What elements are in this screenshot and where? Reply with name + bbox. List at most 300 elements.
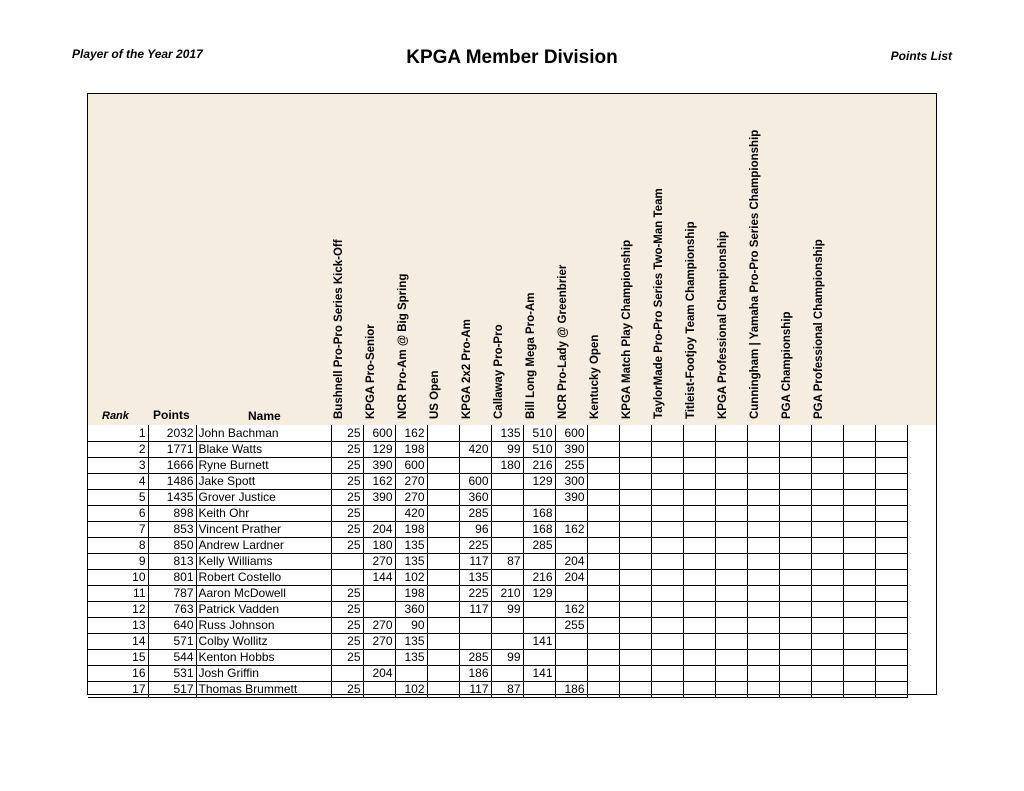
table-row: [88, 425, 907, 441]
event-score-cell: [779, 489, 811, 505]
table-row: [88, 585, 907, 601]
event-score-cell: [779, 633, 811, 649]
event-score-cell: [587, 537, 619, 553]
event-score-cell: [491, 617, 523, 633]
rank-cell: 5: [88, 489, 148, 505]
table-row: [88, 681, 907, 697]
points-cell: 1435: [148, 489, 196, 505]
event-score-cell: [459, 457, 491, 473]
event-score-cell: [875, 665, 907, 681]
rank-cell: 12: [88, 601, 148, 617]
event-score-cell: [651, 553, 683, 569]
event-score-cell: [843, 553, 875, 569]
player-name-cell: Josh Griffin: [196, 665, 331, 681]
event-score-cell: 186: [555, 681, 587, 697]
event-score-cell: [651, 505, 683, 521]
event-score-cell: [779, 617, 811, 633]
event-score-cell: 186: [459, 665, 491, 681]
player-name-cell: Colby Wollitz: [196, 633, 331, 649]
event-score-cell: 141: [523, 665, 555, 681]
event-score-cell: [491, 489, 523, 505]
event-score-cell: [779, 569, 811, 585]
event-score-cell: [843, 537, 875, 553]
event-header-label: KPGA 2x2 Pro-Am: [461, 319, 473, 419]
event-score-cell: [779, 457, 811, 473]
rank-cell: 9: [88, 553, 148, 569]
player-name-cell: Keith Ohr: [196, 505, 331, 521]
event-score-cell: 135: [395, 633, 427, 649]
event-score-cell: 390: [555, 441, 587, 457]
event-score-cell: [715, 425, 747, 441]
event-score-cell: 99: [491, 649, 523, 665]
event-score-cell: [523, 617, 555, 633]
event-score-cell: 168: [523, 505, 555, 521]
table-row: [88, 505, 907, 521]
page-title: KPGA Member Division: [406, 47, 618, 68]
rank-cell: 6: [88, 505, 148, 521]
event-score-cell: [683, 681, 715, 697]
event-score-cell: [811, 441, 843, 457]
event-header-label: KPGA Match Play Championship: [621, 239, 633, 419]
event-header-label: KPGA Professional Championship: [717, 230, 729, 419]
event-score-cell: 198: [395, 521, 427, 537]
event-score-cell: 99: [491, 441, 523, 457]
event-score-cell: [619, 617, 651, 633]
event-score-cell: 25: [331, 425, 363, 441]
event-score-cell: 162: [395, 425, 427, 441]
table-row: [88, 441, 907, 457]
event-score-cell: [651, 585, 683, 601]
event-score-cell: 129: [363, 441, 395, 457]
player-name-cell: Aaron McDowell: [196, 585, 331, 601]
event-score-cell: [811, 569, 843, 585]
event-score-cell: [427, 457, 459, 473]
event-score-cell: 90: [395, 617, 427, 633]
points-cell: 763: [148, 601, 196, 617]
event-header: [813, 239, 840, 419]
event-score-cell: 25: [331, 457, 363, 473]
rank-header: Rank: [102, 410, 129, 422]
table-row: [88, 537, 907, 553]
event-score-cell: [619, 425, 651, 441]
event-score-cell: [651, 425, 683, 441]
event-score-cell: [363, 585, 395, 601]
event-score-cell: [747, 505, 779, 521]
points-cell: 544: [148, 649, 196, 665]
event-header: [685, 221, 712, 419]
event-score-cell: [715, 649, 747, 665]
event-score-cell: [363, 681, 395, 697]
event-header-label: Kentucky Open: [589, 334, 601, 419]
event-score-cell: [779, 649, 811, 665]
event-score-cell: [843, 649, 875, 665]
event-score-cell: [427, 473, 459, 489]
event-score-cell: [683, 473, 715, 489]
event-score-cell: [587, 649, 619, 665]
event-score-cell: 204: [555, 553, 587, 569]
event-score-cell: [843, 457, 875, 473]
event-score-cell: 600: [555, 425, 587, 441]
event-score-cell: [747, 473, 779, 489]
event-score-cell: [747, 489, 779, 505]
event-score-cell: 162: [555, 521, 587, 537]
points-cell: 787: [148, 585, 196, 601]
event-score-cell: 102: [395, 681, 427, 697]
event-score-cell: [811, 537, 843, 553]
event-score-cell: [459, 425, 491, 441]
rank-cell: 7: [88, 521, 148, 537]
event-score-cell: [715, 601, 747, 617]
event-score-cell: [843, 489, 875, 505]
event-score-cell: [491, 633, 523, 649]
event-score-cell: [523, 553, 555, 569]
event-score-cell: [587, 505, 619, 521]
event-header: [749, 129, 776, 419]
player-name-cell: Andrew Lardner: [196, 537, 331, 553]
event-score-cell: 420: [395, 505, 427, 521]
player-name-cell: Russ Johnson: [196, 617, 331, 633]
event-score-cell: [619, 505, 651, 521]
event-score-cell: [427, 505, 459, 521]
event-header-label: Bushnell Pro-Pro Series Kick-Off: [333, 239, 345, 419]
event-score-cell: [331, 569, 363, 585]
event-score-cell: [843, 521, 875, 537]
event-score-cell: [427, 649, 459, 665]
event-score-cell: [427, 553, 459, 569]
table-row: [88, 473, 907, 489]
event-header: [333, 239, 360, 419]
event-header: [557, 264, 584, 419]
event-score-cell: 510: [523, 425, 555, 441]
event-score-cell: 135: [395, 537, 427, 553]
event-score-cell: [427, 633, 459, 649]
table-row: [88, 553, 907, 569]
event-score-cell: [427, 681, 459, 697]
event-score-cell: 117: [459, 553, 491, 569]
event-score-cell: [619, 537, 651, 553]
event-score-cell: [427, 585, 459, 601]
event-score-cell: 285: [459, 649, 491, 665]
player-name-cell: Thomas Brummett: [196, 681, 331, 697]
event-score-cell: [875, 569, 907, 585]
event-score-cell: [715, 569, 747, 585]
event-score-cell: 25: [331, 585, 363, 601]
event-score-cell: 102: [395, 569, 427, 585]
event-score-cell: [747, 553, 779, 569]
event-header-label: NCR Pro-Lady @ Greenbrier: [557, 264, 569, 419]
event-score-cell: [715, 489, 747, 505]
event-score-cell: [619, 585, 651, 601]
event-score-cell: [747, 569, 779, 585]
event-header-label: US Open: [429, 370, 441, 419]
event-score-cell: [555, 649, 587, 665]
list-type-label: Points List: [890, 49, 952, 63]
event-score-cell: [683, 617, 715, 633]
event-score-cell: 87: [491, 681, 523, 697]
event-score-cell: [875, 553, 907, 569]
event-score-cell: 162: [555, 601, 587, 617]
event-score-cell: [331, 665, 363, 681]
table-row: [88, 617, 907, 633]
event-score-cell: [875, 457, 907, 473]
event-score-cell: [683, 537, 715, 553]
event-score-cell: [779, 601, 811, 617]
event-score-cell: 135: [459, 569, 491, 585]
rank-cell: 15: [88, 649, 148, 665]
event-score-cell: 25: [331, 489, 363, 505]
event-score-cell: 96: [459, 521, 491, 537]
event-score-cell: 204: [555, 569, 587, 585]
event-score-cell: 25: [331, 601, 363, 617]
event-score-cell: [747, 425, 779, 441]
event-score-cell: 360: [459, 489, 491, 505]
event-score-cell: 135: [395, 553, 427, 569]
event-score-cell: [363, 601, 395, 617]
event-score-cell: 390: [555, 489, 587, 505]
event-score-cell: 600: [395, 457, 427, 473]
event-score-cell: 25: [331, 473, 363, 489]
event-score-cell: [523, 681, 555, 697]
event-score-cell: [651, 441, 683, 457]
event-score-cell: [843, 617, 875, 633]
event-score-cell: [683, 665, 715, 681]
event-score-cell: [523, 601, 555, 617]
table-row: [88, 457, 907, 473]
event-score-cell: 390: [363, 457, 395, 473]
event-score-cell: [427, 441, 459, 457]
event-score-cell: [427, 665, 459, 681]
rank-cell: 16: [88, 665, 148, 681]
event-score-cell: [747, 585, 779, 601]
event-score-cell: [747, 617, 779, 633]
event-score-cell: 270: [395, 489, 427, 505]
player-name-cell: Patrick Vadden: [196, 601, 331, 617]
event-score-cell: [587, 569, 619, 585]
event-score-cell: [651, 473, 683, 489]
player-name-cell: Grover Justice: [196, 489, 331, 505]
season-label: Player of the Year 2017: [72, 47, 203, 61]
event-score-cell: [427, 521, 459, 537]
points-cell: 517: [148, 681, 196, 697]
event-score-cell: 270: [363, 633, 395, 649]
event-score-cell: [555, 505, 587, 521]
event-score-cell: 225: [459, 585, 491, 601]
rank-cell: 4: [88, 473, 148, 489]
event-score-cell: [811, 521, 843, 537]
event-score-cell: [747, 537, 779, 553]
points-cell: 801: [148, 569, 196, 585]
event-score-cell: [715, 505, 747, 521]
event-score-cell: [555, 633, 587, 649]
event-score-cell: [811, 649, 843, 665]
event-score-cell: 216: [523, 457, 555, 473]
event-header-label: Cunningham | Yamaha Pro-Pro Series Championship: [749, 129, 761, 419]
event-score-cell: [811, 665, 843, 681]
event-score-cell: [651, 489, 683, 505]
event-score-cell: [811, 585, 843, 601]
event-score-cell: [555, 585, 587, 601]
event-score-cell: [683, 649, 715, 665]
event-score-cell: [843, 601, 875, 617]
event-score-cell: [811, 633, 843, 649]
event-score-cell: [779, 585, 811, 601]
player-name-cell: Jake Spott: [196, 473, 331, 489]
event-score-cell: [683, 505, 715, 521]
player-name-cell: Kelly Williams: [196, 553, 331, 569]
event-score-cell: [747, 649, 779, 665]
rank-cell: 1: [88, 425, 148, 441]
event-score-cell: [587, 489, 619, 505]
event-score-cell: [491, 569, 523, 585]
event-score-cell: 25: [331, 633, 363, 649]
event-score-cell: [811, 425, 843, 441]
event-score-cell: [683, 457, 715, 473]
event-score-cell: [843, 633, 875, 649]
event-score-cell: [683, 569, 715, 585]
event-score-cell: [779, 553, 811, 569]
event-score-cell: [683, 425, 715, 441]
event-score-cell: 180: [363, 537, 395, 553]
event-score-cell: 25: [331, 521, 363, 537]
event-header: [429, 370, 456, 419]
event-score-cell: [651, 617, 683, 633]
event-score-cell: [843, 569, 875, 585]
event-score-cell: [843, 665, 875, 681]
event-score-cell: [427, 537, 459, 553]
event-score-cell: [395, 665, 427, 681]
event-score-cell: [427, 425, 459, 441]
event-score-cell: [491, 473, 523, 489]
event-score-cell: [587, 601, 619, 617]
player-name-cell: John Bachman: [196, 425, 331, 441]
event-score-cell: [523, 489, 555, 505]
event-score-cell: [779, 505, 811, 521]
event-score-cell: [683, 553, 715, 569]
event-header-label: PGA Professional Championship: [813, 239, 825, 419]
event-header: [525, 292, 552, 419]
event-score-cell: [875, 649, 907, 665]
points-cell: 850: [148, 537, 196, 553]
event-score-cell: [683, 489, 715, 505]
points-sheet: [87, 93, 937, 695]
event-score-cell: 129: [523, 585, 555, 601]
event-score-cell: [715, 537, 747, 553]
event-score-cell: 360: [395, 601, 427, 617]
rank-cell: 13: [88, 617, 148, 633]
table-row: [88, 489, 907, 505]
event-score-cell: [651, 681, 683, 697]
points-cell: 813: [148, 553, 196, 569]
event-score-cell: [715, 441, 747, 457]
event-score-cell: 168: [523, 521, 555, 537]
event-score-cell: [619, 489, 651, 505]
event-score-cell: 198: [395, 585, 427, 601]
points-cell: 898: [148, 505, 196, 521]
event-score-cell: [587, 521, 619, 537]
event-score-cell: [587, 665, 619, 681]
event-score-cell: [491, 537, 523, 553]
points-cell: 640: [148, 617, 196, 633]
event-header: [858, 405, 872, 419]
event-score-cell: [875, 473, 907, 489]
event-score-cell: 204: [363, 665, 395, 681]
event-score-cell: [587, 633, 619, 649]
event-score-cell: 162: [363, 473, 395, 489]
event-score-cell: [747, 665, 779, 681]
event-score-cell: [715, 585, 747, 601]
event-header-label: TaylorMade Pro-Pro Series Two-Man Team: [653, 188, 665, 419]
event-score-cell: [427, 489, 459, 505]
event-score-cell: 600: [363, 425, 395, 441]
event-score-cell: [747, 681, 779, 697]
event-score-cell: [555, 537, 587, 553]
event-score-cell: 300: [555, 473, 587, 489]
event-score-cell: 25: [331, 681, 363, 697]
event-score-cell: [715, 457, 747, 473]
event-score-cell: 99: [491, 601, 523, 617]
event-score-cell: [683, 441, 715, 457]
event-score-cell: [651, 457, 683, 473]
event-score-cell: [779, 681, 811, 697]
event-score-cell: 510: [523, 441, 555, 457]
event-score-cell: [619, 665, 651, 681]
event-score-cell: [587, 473, 619, 489]
event-header: [717, 230, 744, 419]
event-score-cell: [427, 601, 459, 617]
event-score-cell: [651, 633, 683, 649]
event-score-cell: [843, 441, 875, 457]
rank-cell: 2: [88, 441, 148, 457]
event-header: [589, 334, 616, 419]
event-score-cell: [715, 473, 747, 489]
event-score-cell: [619, 681, 651, 697]
event-header: [890, 405, 904, 419]
event-score-cell: [811, 553, 843, 569]
event-score-cell: 141: [523, 633, 555, 649]
event-score-cell: 255: [555, 617, 587, 633]
event-score-cell: [843, 425, 875, 441]
event-score-cell: [683, 521, 715, 537]
event-score-cell: 270: [363, 553, 395, 569]
event-score-cell: [875, 633, 907, 649]
points-cell: 2032: [148, 425, 196, 441]
event-score-cell: [875, 425, 907, 441]
event-score-cell: [619, 457, 651, 473]
event-score-cell: [811, 489, 843, 505]
event-score-cell: 87: [491, 553, 523, 569]
table-row: [88, 569, 907, 585]
event-score-cell: 129: [523, 473, 555, 489]
event-score-cell: [747, 441, 779, 457]
event-score-cell: [587, 681, 619, 697]
event-score-cell: [619, 553, 651, 569]
event-score-cell: [587, 617, 619, 633]
event-score-cell: [779, 441, 811, 457]
event-score-cell: [651, 537, 683, 553]
table-row: [88, 665, 907, 681]
event-score-cell: 144: [363, 569, 395, 585]
event-score-cell: [491, 521, 523, 537]
points-cell: 531: [148, 665, 196, 681]
event-score-cell: [587, 457, 619, 473]
event-score-cell: 135: [395, 649, 427, 665]
event-score-cell: [587, 585, 619, 601]
event-score-cell: [811, 457, 843, 473]
event-score-cell: [651, 521, 683, 537]
event-score-cell: 25: [331, 537, 363, 553]
event-score-cell: [459, 633, 491, 649]
standings-table: [88, 425, 908, 698]
